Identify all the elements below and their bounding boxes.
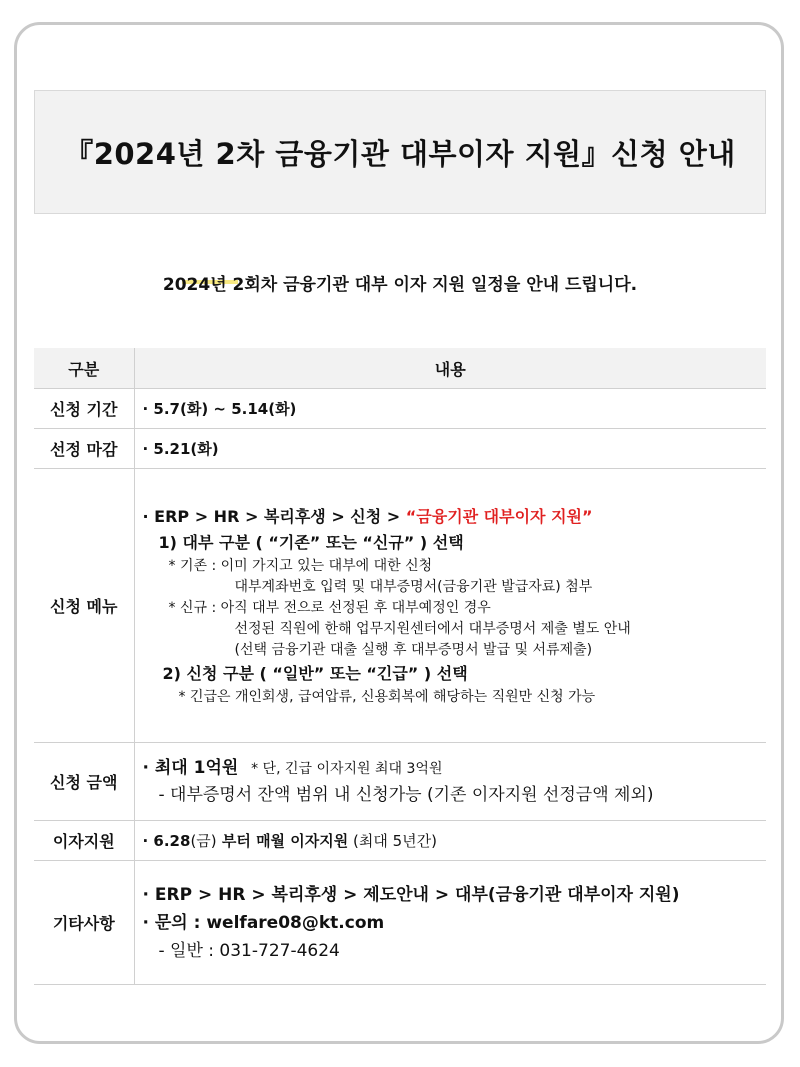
amount-range: - 대부증명서 잔액 범위 내 신청가능 (기존 이자지원 선정금액 제외) [158, 785, 654, 805]
amount-max: · 최대 1억원 [142, 758, 239, 778]
period-label: 신청 기간 [34, 389, 134, 429]
header-category: 구분 [34, 348, 134, 389]
menu-step1: 1) 대부 구분 ( “기존” 또는 “신규” ) 선택 [158, 532, 464, 552]
etc-phone: - 일반 : 031-727-4624 [158, 940, 340, 961]
table-row-etc [34, 861, 766, 985]
menu-path-text: · ERP > HR > 복리후생 > 신청 > [142, 506, 406, 526]
amount-label: 신청 금액 [34, 743, 134, 821]
table-row-period [34, 389, 766, 429]
menu-urgent-note: * 긴급은 개인회생, 급여압류, 신용회복에 해당하는 직원만 신청 가능 [178, 688, 596, 705]
etc-path: · ERP > HR > 복리후생 > 제도안내 > 대부(금융기관 대부이자 지원) [142, 884, 680, 905]
etc-contact: · 문의 : welfare08@kt.com [142, 912, 385, 933]
interest-content [134, 821, 766, 861]
table-row-amount [34, 743, 766, 821]
interest-label: 이자지원 [34, 821, 134, 861]
period-value: · 5.7(화) ~ 5.14(화) [134, 389, 766, 429]
menu-path-highlight: “금융기관 대부이자 지원” [405, 506, 593, 526]
interest-day: (금) [190, 832, 217, 850]
subtitle-text: 2024년 2회차 금융기관 대부 이자 지원 일정을 안내 드립니다. [162, 275, 638, 295]
menu-path [143, 504, 767, 530]
amount-content [134, 743, 766, 821]
subtitle [0, 270, 800, 295]
menu-label: 신청 메뉴 [34, 469, 134, 743]
table-row-deadline [34, 429, 766, 469]
interest-prefix: · 6.28 [142, 832, 191, 850]
interest-suffix: (최대 5년간) [348, 832, 437, 850]
title-box [34, 90, 766, 214]
table-row-menu [34, 469, 766, 743]
menu-new-cont1: 선정된 직원에 한해 업무지원센터에서 대부증명서 제출 별도 안내 [234, 620, 631, 637]
etc-label: 기타사항 [34, 861, 134, 985]
menu-new-cont2: (선택 금융기관 대출 실행 후 대부증명서 발급 및 서류제출) [234, 641, 593, 658]
deadline-label: 선정 마감 [34, 429, 134, 469]
menu-step2: 2) 신청 구분 ( “일반” 또는 “긴급” ) 선택 [162, 663, 468, 683]
page-title: 『2024년 2차 금융기관 대부이자 지원』신청 안내 [64, 136, 736, 171]
info-table [34, 348, 766, 985]
menu-existing-cont: 대부계좌번호 입력 및 대부증명서(금융기관 발급자료) 첨부 [234, 578, 593, 595]
etc-content [134, 861, 766, 985]
menu-existing-note: * 기존 : 이미 가지고 있는 대부에 대한 신청 [168, 557, 433, 574]
header-content: 내용 [134, 348, 766, 389]
menu-content [134, 469, 766, 743]
table-row-interest [34, 821, 766, 861]
deadline-value: · 5.21(화) [134, 429, 766, 469]
amount-max-note: * 단, 긴급 이자지원 최대 3억원 [251, 761, 443, 777]
menu-new-note: * 신규 : 아직 대부 전으로 선정된 후 대부예정인 경우 [168, 599, 491, 616]
interest-middle: 부터 매월 이자지원 [216, 832, 349, 850]
table-header-row [34, 348, 766, 389]
